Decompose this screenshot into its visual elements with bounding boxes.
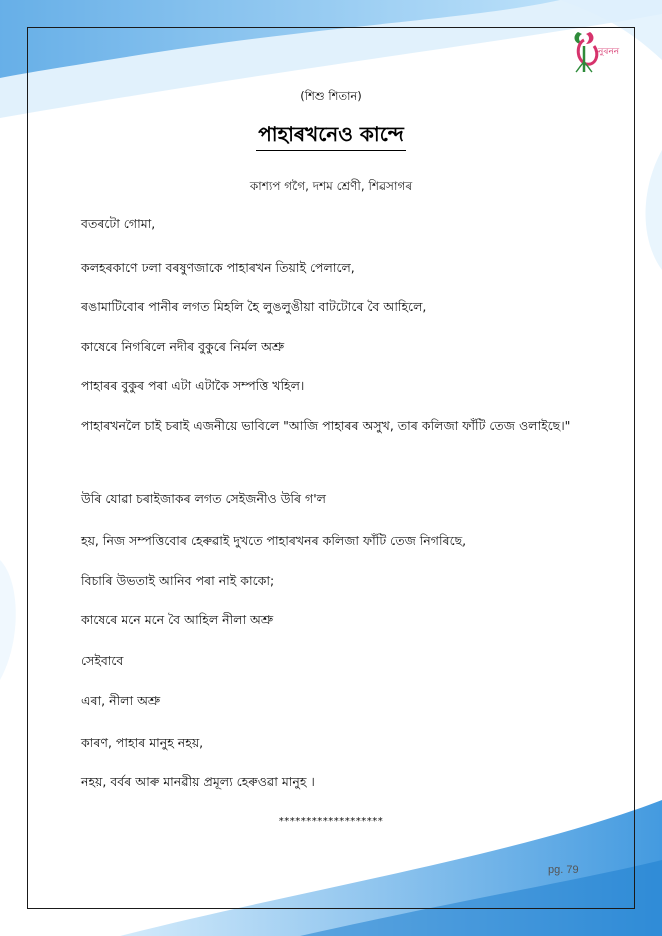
poem-line: কলহৰকাণে ঢলা বৰষুণজাকে পাহাৰখন তিয়াই পেলালে, <box>81 260 355 275</box>
poem-line: কাষেৰে মনে মনে বৈ আহিল নীলা অশ্রু <box>81 612 274 627</box>
poem-line: নহয়, বৰ্বৰ আৰু মানৱীয় প্ৰমূল্য হেৰুওৱা মানুহ । <box>81 774 315 789</box>
poem-line: বতৰটো গোমা, <box>81 216 156 231</box>
poem-line: কাৰণ, পাহাৰ মানুহ নহয়, <box>81 735 204 750</box>
poem-line: হয়, নিজ সম্পত্তিবোৰ হেৰুৱাই দুখতে পাহাৰখনৰ কলিজা ফাঁটি তেজ নিগৰিছে, <box>81 533 467 548</box>
poem-line: কাষেৰে নিগৰিলে নদীৰ বুকুৰে নির্মল অশ্রু <box>81 339 285 354</box>
poem-line: উৰি যোৱা চৰাইজাকৰ লগত সেইজনীও উৰি গ'ল <box>81 491 326 506</box>
logo-text: নুৰনন <box>598 47 620 57</box>
page-number: pg. 79 <box>548 864 579 876</box>
poem-line: পাহাৰৰ বুকুৰ পৰা এটা এটাকৈ সম্পত্তি খহিল। <box>81 378 305 393</box>
poem-line: এৰা, নীলা অশ্রু <box>81 693 161 708</box>
separator-stars: ******************* <box>278 816 384 827</box>
poem-line: পাহাৰখনলৈ চাই চৰাই এজনীয়ে ভাবিলে "আজি পাহাৰৰ অসুখ, তাৰ কলিজা ফাঁটি তেজ ওলাইছে।" <box>81 418 571 433</box>
poem-line: সেইবাবে <box>81 653 124 668</box>
section-label: (শিশু শিতান) <box>300 89 362 103</box>
poem-title <box>0 120 662 153</box>
author-line: কাশ্যপ গগৈ, দশম শ্রেণী, শিৱসাগৰ <box>249 179 413 193</box>
poem-line: বিচাৰি উভতাই আনিব পৰা নাই কাকো; <box>81 573 275 588</box>
poem-title-text: পাহাৰখনেও কান্দে <box>256 122 406 151</box>
poem-line: ৰঙামাটিবোৰ পানীৰ লগত মিহলি হৈ লুঙলুঙীয়া বাটটোৰে বৈ আহিলে, <box>81 299 427 314</box>
